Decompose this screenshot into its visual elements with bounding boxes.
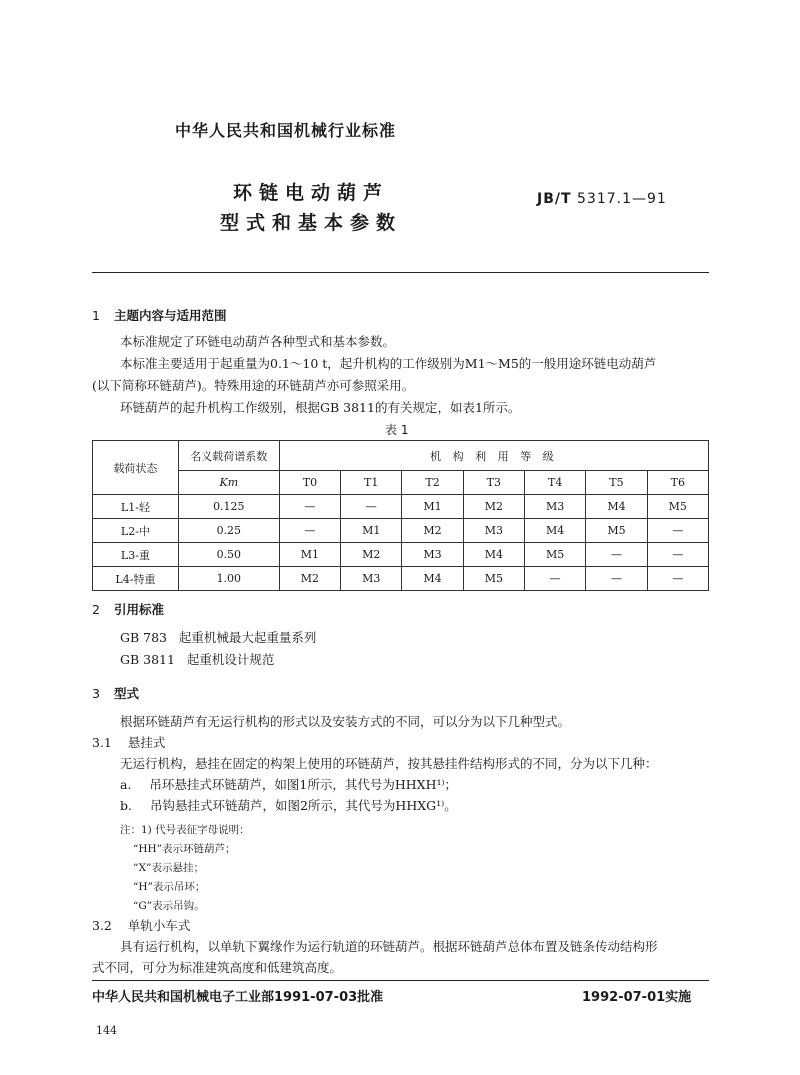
- table-cell: M3: [463, 519, 524, 543]
- footer-divider: [92, 980, 709, 981]
- approval-line: 中华人民共和国机械电子工业部1991-07-03批准: [92, 990, 384, 1005]
- header-load-state: 载荷状态: [93, 441, 179, 495]
- table-row: [93, 543, 709, 567]
- list-label: b.: [120, 798, 132, 813]
- note-line: “X”表示悬挂；: [133, 862, 205, 874]
- table-cell: —: [647, 543, 708, 567]
- header-usage-col: T1: [341, 471, 402, 495]
- table-cell: 0.50: [178, 543, 279, 567]
- subsection-3-2-heading: [92, 917, 190, 935]
- table-cell: —: [586, 567, 647, 591]
- title-line-1: 环链电动葫芦: [233, 182, 390, 204]
- header-load-coef: 名义载荷谱系数: [178, 441, 279, 471]
- list-label: a.: [120, 777, 132, 792]
- table-cell: —: [586, 543, 647, 567]
- table-cell: M3: [341, 567, 402, 591]
- table-cell: M4: [463, 543, 524, 567]
- table-cell: —: [647, 519, 708, 543]
- table-cell: L2-中: [93, 519, 179, 543]
- header-usage-col: T2: [402, 471, 463, 495]
- header-usage-col: T3: [463, 471, 524, 495]
- table-cell: M1: [279, 543, 340, 567]
- standard-number: [537, 191, 667, 207]
- section-2-heading: [92, 600, 164, 618]
- reference-item: GB 783 起重机械最大起重量系列: [120, 630, 317, 645]
- header-km: Km: [178, 471, 279, 495]
- table-cell: M2: [341, 543, 402, 567]
- paragraph: 本标准主要适用于起重量为0.1～10 t，起升机构的工作级别为M1～M5的一般用途环链电动葫芦: [120, 356, 657, 371]
- table-cell: —: [525, 567, 586, 591]
- table-cell: 1.00: [178, 567, 279, 591]
- list-text: 吊钩悬挂式环链葫芦，如图2所示，其代号为HHXG¹⁾。: [149, 798, 457, 813]
- table-cell: M2: [463, 495, 524, 519]
- header-usage-col: T5: [586, 471, 647, 495]
- subsection-title: 单轨小车式: [127, 918, 191, 933]
- reference-item: GB 3811 起重机设计规范: [120, 652, 275, 667]
- subsection-number: 3.2: [92, 918, 112, 933]
- table-cell: M5: [586, 519, 647, 543]
- subsection-number: 3.1: [92, 735, 112, 750]
- header-usage-col: T6: [647, 471, 708, 495]
- header-usage-class: 机 构 利 用 等 级: [279, 441, 708, 471]
- standard-prefix: JB/T: [537, 191, 572, 207]
- table-cell: M2: [279, 567, 340, 591]
- table-row: [93, 519, 709, 543]
- issuing-authority: 中华人民共和国机械行业标准: [175, 121, 397, 140]
- header-usage-col: T0: [279, 471, 340, 495]
- implementation-date: 1992-07-01实施: [582, 990, 692, 1005]
- list-text: 吊环悬挂式环链葫芦，如图1所示，其代号为HHXH¹⁾；: [149, 777, 458, 792]
- standard-code: 5317.1—91: [577, 191, 667, 207]
- paragraph: (以下简称环链葫芦)。特殊用途的环链葫芦亦可参照采用。: [92, 378, 415, 393]
- table-caption: 表 1: [385, 423, 409, 437]
- table-cell: 0.25: [178, 519, 279, 543]
- table-header-row: [93, 471, 709, 495]
- list-item-a: [120, 776, 457, 794]
- section-3-heading: [92, 684, 139, 702]
- paragraph: 环链葫芦的起升机构工作级别，根据GB 3811的有关规定，如表1所示。: [120, 400, 521, 415]
- table-cell: M3: [402, 543, 463, 567]
- table-cell: L3-重: [93, 543, 179, 567]
- table-cell: M4: [586, 495, 647, 519]
- table-cell: M5: [463, 567, 524, 591]
- note-heading: 注：1) 代号表征字母说明：: [120, 824, 250, 836]
- paragraph: 本标准规定了环链电动葫芦各种型式和基本参数。: [120, 334, 396, 349]
- section-number: 1: [92, 308, 100, 323]
- table-row: [93, 495, 709, 519]
- table-header-row: [93, 441, 709, 471]
- subsection-3-1-heading: [92, 734, 165, 752]
- paragraph: 根据环链葫芦有无运行机构的形式以及安装方式的不同，可以分为以下几种型式。: [120, 714, 571, 729]
- paragraph: 式不同，可分为标准建筑高度和低建筑高度。: [92, 960, 343, 975]
- table-cell: 0.125: [178, 495, 279, 519]
- section-title: 主题内容与适用范围: [113, 308, 227, 323]
- table-cell: M5: [647, 495, 708, 519]
- table-cell: —: [341, 495, 402, 519]
- title-line-2: 型式和基本参数: [220, 212, 403, 234]
- table-cell: L4-特重: [93, 567, 179, 591]
- section-1-heading: [92, 306, 226, 324]
- header-divider: [92, 272, 709, 273]
- table-cell: M5: [525, 543, 586, 567]
- table-cell: M1: [402, 495, 463, 519]
- note-line: “H”表示吊环；: [133, 881, 206, 893]
- paragraph: 无运行机构，悬挂在固定的构架上使用的环链葫芦，按其悬挂件结构形式的不同，分为以下几种：: [120, 756, 658, 771]
- paragraph: 具有运行机构，以单轨下翼缘作为运行轨道的环链葫芦。根据环链葫芦总体布置及链条传动结构形: [120, 939, 658, 954]
- table-cell: M3: [525, 495, 586, 519]
- page-number: 144: [96, 1024, 117, 1037]
- list-item-b: [120, 797, 457, 815]
- note-line: “HH”表示环链葫芦；: [133, 843, 236, 855]
- table-cell: M4: [525, 519, 586, 543]
- table-cell: —: [647, 567, 708, 591]
- section-number: 2: [92, 602, 100, 617]
- section-number: 3: [92, 686, 100, 701]
- table-cell: —: [279, 519, 340, 543]
- table-cell: M4: [402, 567, 463, 591]
- table-cell: —: [279, 495, 340, 519]
- work-class-table: [92, 440, 709, 591]
- header-usage-col: T4: [525, 471, 586, 495]
- table-cell: L1-轻: [93, 495, 179, 519]
- table-cell: M1: [341, 519, 402, 543]
- note-line: “G”表示吊钩。: [133, 900, 205, 912]
- table-cell: M2: [402, 519, 463, 543]
- section-title: 型式: [113, 686, 139, 701]
- section-title: 引用标准: [113, 602, 164, 617]
- subsection-title: 悬挂式: [127, 735, 166, 750]
- table-row: [93, 567, 709, 591]
